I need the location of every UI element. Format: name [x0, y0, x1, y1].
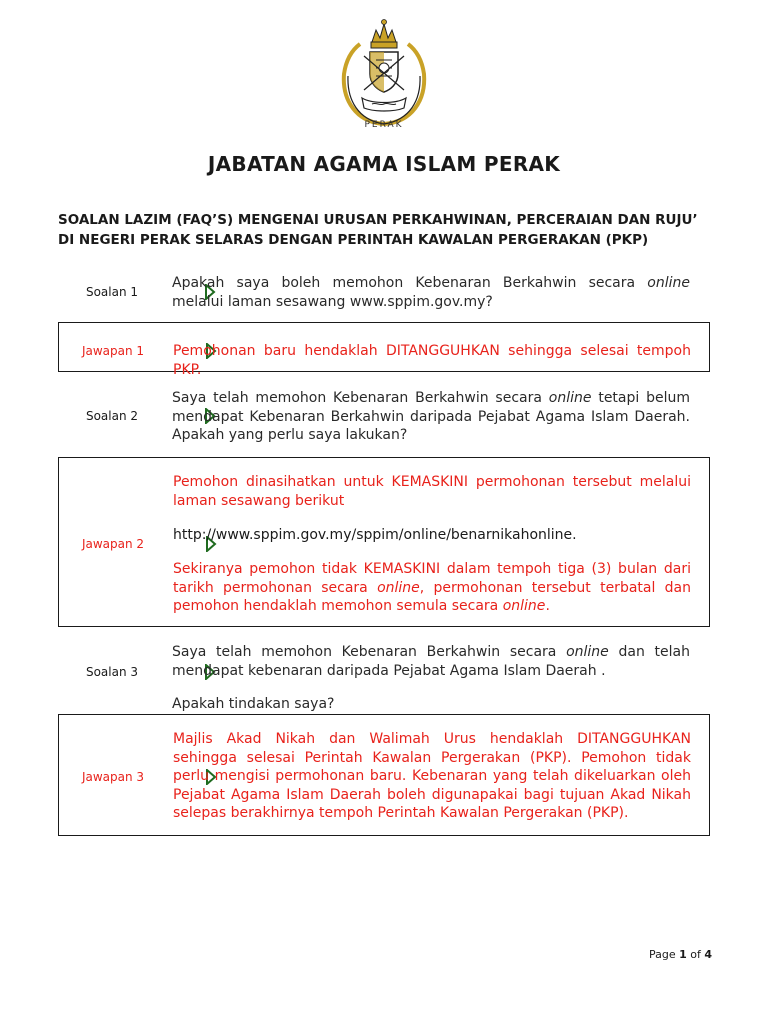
- faq-question-2: [58, 384, 710, 450]
- question-label: Soalan 2: [85, 409, 139, 423]
- question-text: Saya telah memohon Kebenaran Berkahwin secara online tetapi belum mendapat Kebenaran Berkahwin daripada Pejabat Agama Islam Daerah. Apakah yang perlu saya lakukan?: [172, 390, 690, 443]
- faq-question-1: [58, 268, 710, 318]
- faq-answer-1: [58, 322, 710, 378]
- answer-label: Jawapan 3: [81, 770, 145, 784]
- page-indicator: Page 1 of 4: [649, 948, 713, 961]
- question-label: Soalan 1: [85, 285, 139, 299]
- faq-question-3: [58, 638, 710, 714]
- perak-crest-emblem: [334, 12, 434, 136]
- faq-answer-3: [58, 714, 710, 836]
- page-title: JABATAN AGAMA ISLAM PERAK: [207, 152, 561, 176]
- answer-url: http://www.sppim.gov.my/sppim/online/benarnikahonline.: [173, 527, 577, 543]
- question-label: Soalan 3: [85, 665, 139, 679]
- answer-text: Pemohonan baru hendaklah DITANGGUHKAN sehingga selesai tempoh PKP.: [173, 343, 691, 378]
- document-subtitle: SOALAN LAZIM (FAQ’S) MENGENAI URUSAN PERKAHWINAN, PERCERAIAN DAN RUJU’ DI NEGERI PERAK SELARAS DENGAN PERINTAH KAWALAN PERGERAKAN (PKP): [58, 212, 698, 248]
- answer-text: Majlis Akad Nikah dan Walimah Urus hendaklah DITANGGUHKAN sehingga selesai Perintah Kawalan Pergerakan (PKP). Pemohon tidak perlu mengisi permohonan baru. Kebenaran yang telah dikeluarkan oleh Pejabat Agama Islam Daerah boleh digunapakai bagi tujuan Akad Nikah selepas berakhirnya tempoh Perintah Kawalan Pergerakan (PKP).: [173, 731, 691, 821]
- answer-paragraph-3: Sekiranya pemohon tidak KEMASKINI dalam tempoh tiga (3) bulan dari tarikh permohonan secara online, permohonan tersebut terbatal dan pemohon hendaklah memohon semula secara online.: [173, 561, 691, 614]
- question-followup: Apakah tindakan saya?: [172, 696, 335, 712]
- answer-paragraph-1: Pemohon dinasihatkan untuk KEMASKINI permohonan tersebut melalui laman sesawang berikut: [173, 474, 691, 509]
- answer-label: Jawapan 2: [81, 537, 145, 551]
- faq-answer-2: [58, 457, 710, 627]
- question-text: Apakah saya boleh memohon Kebenaran Berkahwin secara online melalui laman sesawang www.sppim.gov.my?: [172, 275, 690, 310]
- emblem-caption: PERAK: [364, 120, 404, 130]
- answer-label: Jawapan 1: [81, 344, 145, 358]
- question-text: Saya telah memohon Kebenaran Berkahwin secara online dan telah mendapat kebenaran daripada Pejabat Agama Islam Daerah .: [172, 644, 690, 679]
